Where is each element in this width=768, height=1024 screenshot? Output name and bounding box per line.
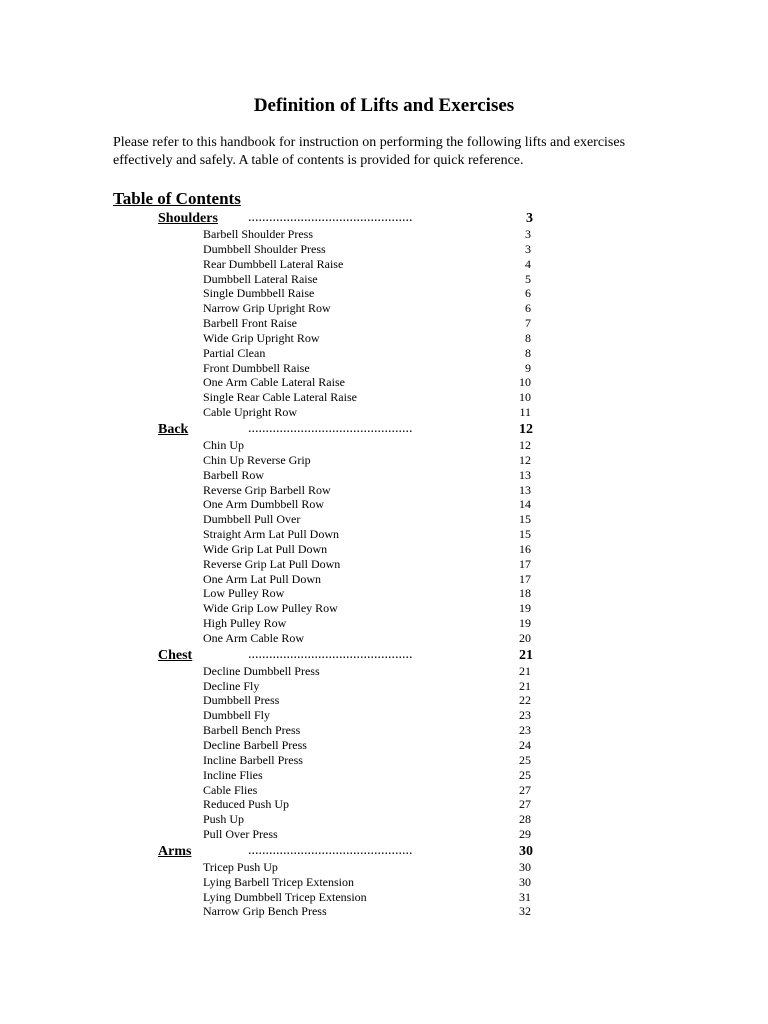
toc-entry-row bbox=[0, 527, 768, 542]
toc-entry-page: 8 bbox=[525, 330, 531, 345]
toc-entry-label: Reduced Push Up bbox=[203, 797, 289, 812]
toc-entry-row bbox=[0, 346, 768, 361]
toc-entry-page: 22 bbox=[519, 693, 531, 708]
toc-entry-row bbox=[0, 827, 768, 842]
toc-entry-label: Decline Fly bbox=[203, 678, 260, 693]
toc-entry-label: One Arm Cable Row bbox=[203, 630, 304, 645]
toc-entry-row bbox=[0, 272, 768, 287]
toc-entry-label: Partial Clean bbox=[203, 345, 266, 360]
toc-entry-row bbox=[0, 390, 768, 405]
toc-entry-label: Cable Upright Row bbox=[203, 405, 297, 420]
toc-entry-label: Low Pulley Row bbox=[203, 586, 285, 601]
toc-dot-leader: ............................................... bbox=[248, 210, 413, 225]
toc-entry-row bbox=[0, 331, 768, 346]
toc-entry-page: 6 bbox=[525, 301, 531, 316]
toc-entry-row bbox=[0, 860, 768, 875]
toc-section-label: Chest bbox=[158, 647, 193, 663]
toc-entry-label: Dumbbell Press bbox=[203, 693, 280, 708]
toc-entry-page: 23 bbox=[519, 723, 531, 738]
toc-entry-label: Single Dumbbell Raise bbox=[203, 286, 315, 301]
toc-entry-page: 25 bbox=[519, 752, 531, 767]
toc-entry-page: 19 bbox=[519, 616, 531, 631]
toc-entry-label: Chin Up bbox=[203, 437, 245, 452]
toc-entry-row bbox=[0, 405, 768, 420]
table-of-contents bbox=[0, 209, 768, 919]
toc-entry-row bbox=[0, 572, 768, 587]
toc-entry-page: 4 bbox=[525, 256, 531, 271]
toc-entry-row bbox=[0, 227, 768, 242]
toc-entry-page: 6 bbox=[525, 286, 531, 301]
toc-entry-page: 30 bbox=[519, 874, 531, 889]
toc-entry-page: 13 bbox=[519, 467, 531, 482]
toc-section-row bbox=[0, 421, 768, 438]
toc-entry-row bbox=[0, 542, 768, 557]
toc-entry-label: Decline Dumbbell Press bbox=[203, 663, 320, 678]
toc-dot-leader: ............................................... bbox=[248, 646, 413, 662]
toc-entry-page: 27 bbox=[519, 797, 531, 812]
toc-entry-page: 16 bbox=[519, 541, 531, 556]
toc-entry-label: Straight Arm Lat Pull Down bbox=[203, 527, 339, 542]
toc-entry-page: 31 bbox=[519, 889, 531, 904]
toc-entry-row bbox=[0, 812, 768, 827]
toc-section-row bbox=[0, 843, 768, 860]
toc-entry-label: Front Dumbbell Raise bbox=[203, 360, 310, 375]
toc-entry-label: Reverse Grip Barbell Row bbox=[203, 482, 331, 497]
toc-entry-page: 24 bbox=[519, 738, 531, 752]
toc-dot-leader: ............................................... bbox=[248, 420, 413, 436]
toc-entry-label: Single Rear Cable Lateral Raise bbox=[203, 390, 357, 405]
toc-section-label: Arms bbox=[158, 843, 192, 859]
toc-dot-leader: ............................................... bbox=[248, 842, 413, 858]
toc-entry-label: Narrow Grip Bench Press bbox=[203, 904, 327, 919]
toc-entry-page: 7 bbox=[525, 316, 531, 331]
toc-entry-row bbox=[0, 904, 768, 919]
toc-entry-label: Dumbbell Shoulder Press bbox=[203, 241, 326, 256]
toc-entry-label: Barbell Bench Press bbox=[203, 723, 301, 738]
toc-entry-row bbox=[0, 483, 768, 498]
toc-entry-row bbox=[0, 316, 768, 331]
toc-entry-row bbox=[0, 753, 768, 768]
toc-entry-page: 10 bbox=[519, 390, 531, 405]
toc-entry-row bbox=[0, 286, 768, 301]
toc-entry-page: 18 bbox=[519, 586, 531, 601]
toc-entry-page: 17 bbox=[519, 556, 531, 571]
toc-entry-row bbox=[0, 601, 768, 616]
toc-entry-label: Wide Grip Lat Pull Down bbox=[203, 541, 328, 556]
toc-entry-row bbox=[0, 664, 768, 679]
toc-section-label: Shoulders bbox=[158, 211, 218, 226]
toc-entry-page: 27 bbox=[519, 782, 531, 797]
toc-entry-label: Incline Flies bbox=[203, 767, 263, 782]
toc-entry-page: 19 bbox=[519, 601, 531, 616]
toc-entry-page: 3 bbox=[525, 227, 531, 241]
toc-entry-row bbox=[0, 468, 768, 483]
toc-entry-page: 17 bbox=[519, 571, 531, 586]
toc-section-page: 12 bbox=[519, 421, 533, 437]
toc-entry-page: 25 bbox=[519, 767, 531, 782]
toc-entry-row bbox=[0, 361, 768, 376]
toc-entry-page: 8 bbox=[525, 345, 531, 360]
toc-section-label: Back bbox=[158, 421, 189, 437]
toc-entry-row bbox=[0, 301, 768, 316]
toc-entry-page: 21 bbox=[519, 663, 531, 678]
toc-entry-row bbox=[0, 242, 768, 257]
toc-entry-page: 15 bbox=[519, 527, 531, 542]
toc-entry-label: Wide Grip Low Pulley Row bbox=[203, 601, 338, 616]
toc-entry-label: Rear Dumbbell Lateral Raise bbox=[203, 256, 344, 271]
toc-entry-page: 15 bbox=[519, 512, 531, 527]
toc-entry-row bbox=[0, 497, 768, 512]
toc-entry-page: 12 bbox=[519, 452, 531, 467]
toc-entry-label: One Arm Cable Lateral Raise bbox=[203, 375, 345, 390]
toc-entry-label: Dumbbell Fly bbox=[203, 708, 271, 723]
toc-entry-row bbox=[0, 557, 768, 572]
document-title: Definition of Lifts and Exercises bbox=[253, 95, 515, 116]
toc-entry-label: Push Up bbox=[203, 812, 245, 827]
toc-entry-row bbox=[0, 616, 768, 631]
toc-entry-label: Barbell Shoulder Press bbox=[203, 227, 313, 241]
toc-entry-page: 3 bbox=[525, 241, 531, 256]
toc-entry-page: 30 bbox=[519, 859, 531, 874]
toc-entry-label: Barbell Front Raise bbox=[203, 316, 297, 331]
toc-entry-page: 28 bbox=[519, 812, 531, 827]
toc-entry-page: 29 bbox=[519, 827, 531, 842]
toc-entry-row bbox=[0, 257, 768, 272]
toc-entry-label: Lying Dumbbell Tricep Extension bbox=[203, 889, 367, 904]
toc-entry-page: 12 bbox=[519, 437, 531, 452]
toc-entry-row bbox=[0, 768, 768, 783]
toc-section-row bbox=[0, 210, 768, 227]
toc-entry-label: Lying Barbell Tricep Extension bbox=[203, 874, 354, 889]
toc-entry-page: 9 bbox=[525, 360, 531, 375]
toc-entry-label: Narrow Grip Upright Row bbox=[203, 301, 331, 316]
toc-entry-label: Pull Over Press bbox=[203, 827, 278, 842]
toc-entry-row bbox=[0, 679, 768, 694]
toc-entry-label: High Pulley Row bbox=[203, 616, 287, 631]
toc-entry-label: Dumbbell Lateral Raise bbox=[203, 271, 318, 286]
toc-entry-row bbox=[0, 738, 768, 753]
toc-section-page: 30 bbox=[519, 843, 533, 859]
toc-entry-page: 13 bbox=[519, 482, 531, 497]
toc-entry-row bbox=[0, 890, 768, 905]
toc-entry-label: Incline Barbell Press bbox=[203, 752, 303, 767]
toc-heading: Table of Contents bbox=[113, 189, 241, 208]
toc-entry-page: 11 bbox=[519, 405, 531, 420]
toc-entry-page: 32 bbox=[519, 904, 531, 919]
toc-entry-label: Chin Up Reverse Grip bbox=[203, 452, 311, 467]
toc-entry-label: Barbell Row bbox=[203, 467, 264, 482]
toc-entry-page: 10 bbox=[519, 375, 531, 390]
toc-section-page: 21 bbox=[519, 647, 533, 663]
toc-entry-label: One Arm Lat Pull Down bbox=[203, 571, 321, 586]
toc-entry-row bbox=[0, 512, 768, 527]
toc-entry-row bbox=[0, 693, 768, 708]
toc-entry-page: 20 bbox=[519, 630, 531, 645]
toc-entry-label: Decline Barbell Press bbox=[203, 738, 307, 752]
toc-entry-label: Wide Grip Upright Row bbox=[203, 330, 320, 345]
intro-paragraph: Please refer to this handbook for instruction on performing the following lifts and exercises effectively and safely. A table of contents is provided for quick reference. bbox=[113, 135, 626, 168]
toc-entry-label: One Arm Dumbbell Row bbox=[203, 497, 324, 512]
toc-entry-label: Cable Flies bbox=[203, 782, 258, 797]
toc-entry-page: 5 bbox=[525, 271, 531, 286]
toc-entry-page: 14 bbox=[519, 497, 531, 512]
toc-entry-row bbox=[0, 375, 768, 390]
toc-entry-label: Tricep Push Up bbox=[203, 859, 278, 874]
toc-entry-label: Dumbbell Pull Over bbox=[203, 512, 301, 527]
toc-entry-row bbox=[0, 875, 768, 890]
toc-section-page: 3 bbox=[526, 211, 533, 226]
toc-entry-row bbox=[0, 438, 768, 453]
toc-entry-row bbox=[0, 586, 768, 601]
toc-entry-row bbox=[0, 797, 768, 812]
toc-entry-page: 21 bbox=[519, 678, 531, 693]
toc-entry-row bbox=[0, 631, 768, 646]
toc-entry-page: 23 bbox=[519, 708, 531, 723]
toc-entry-label: Reverse Grip Lat Pull Down bbox=[203, 556, 341, 571]
toc-section-row bbox=[0, 647, 768, 664]
toc-entry-row bbox=[0, 723, 768, 738]
toc-entry-row bbox=[0, 453, 768, 468]
toc-entry-row bbox=[0, 708, 768, 723]
toc-entry-row bbox=[0, 783, 768, 798]
